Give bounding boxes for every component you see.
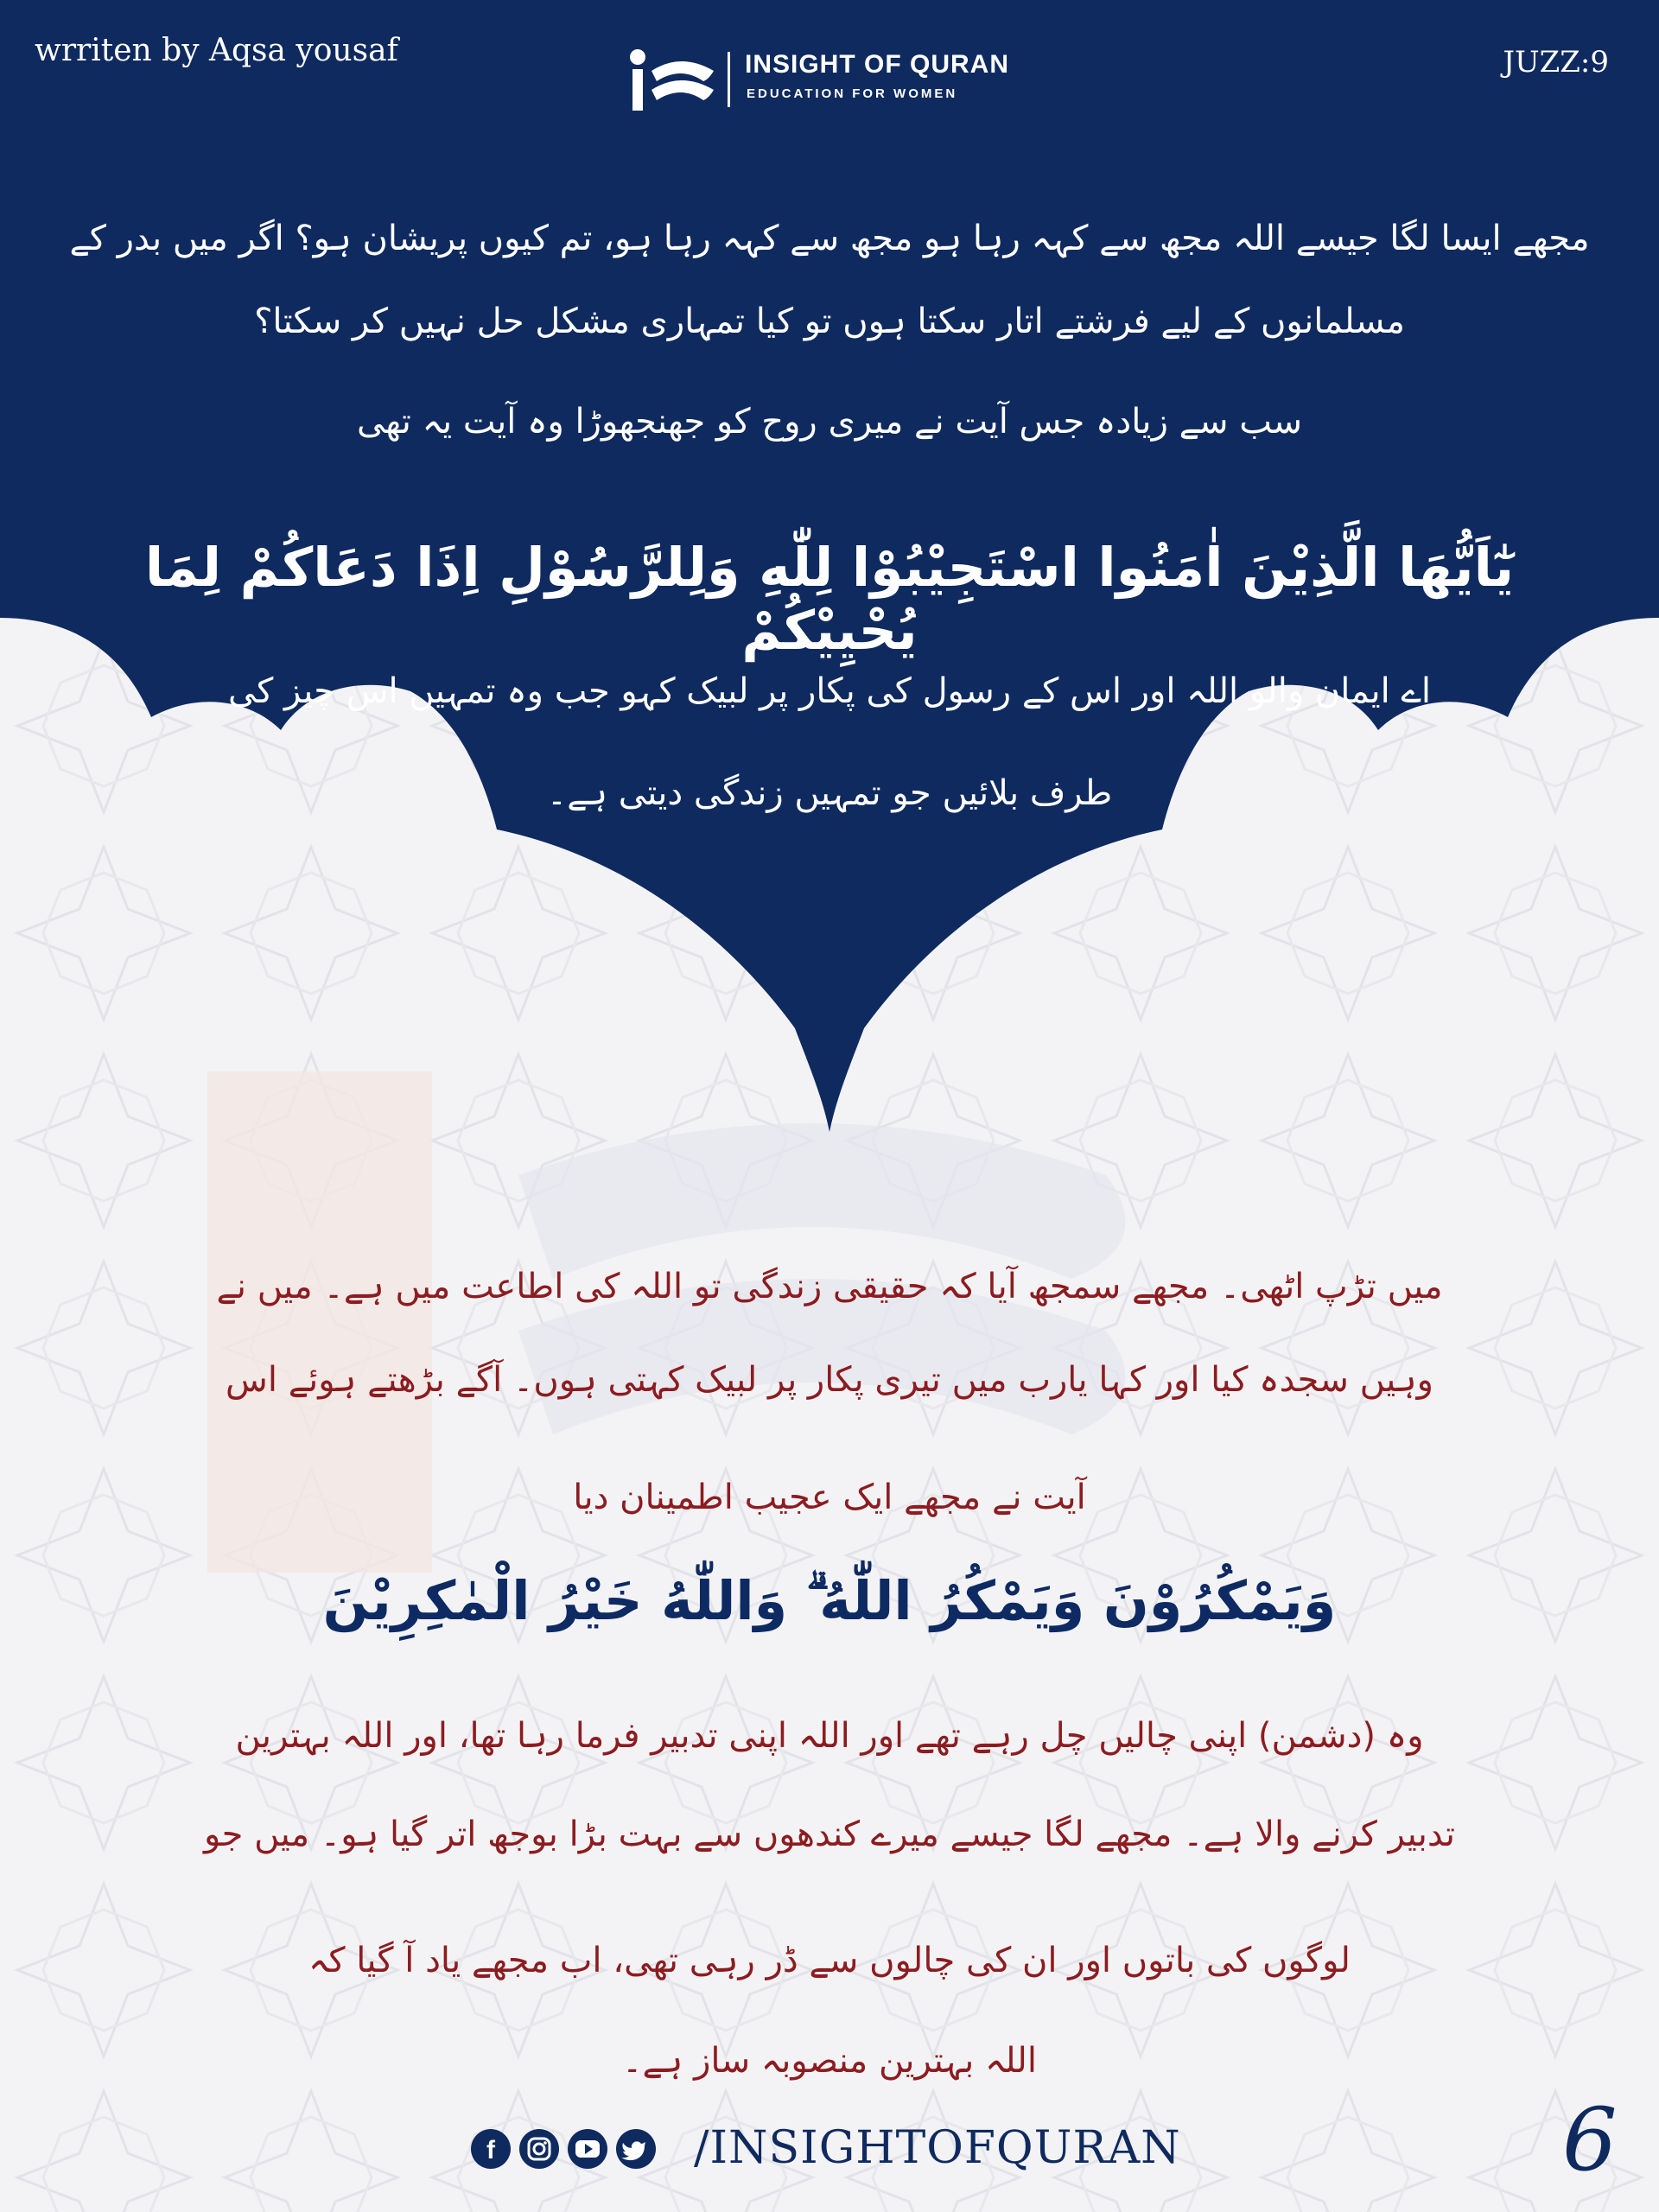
- reflection-line-4: وہ (دشمن) اپنی چالیں چل رہے تھے اور اللہ اپنی تدبیر فرما رہا تھا، اور اللہ بہترین: [235, 1716, 1424, 1756]
- juzz-label: JUZZ:9: [1503, 45, 1609, 79]
- translation-line-1: اے ایمان والو اللہ اور اس کے رسول کی پکار پر لبیک کہو جب وہ تمہیں اس چیز کی: [227, 671, 1432, 711]
- quran-ayah-2: وَيَمْكُرُوْنَ وَيَمْكُرُ اللّٰهُ ۗ وَاللّٰهُ خَيْرُ الْمٰكِرِيْنَ: [322, 1569, 1337, 1632]
- author-credit: wrriten by Aqsa yousaf: [35, 33, 398, 68]
- reflection-line-2: وہیں سجدہ کیا اور کہا یارب میں تیری پکار پر لبیک کہتی ہوں۔ آگے بڑھتے ہوئے اس: [226, 1360, 1433, 1400]
- reflection-line-5: تدبیر کرنے والا ہے۔ مجھے لگا جیسے میرے کندھوں سے بہت بڑا بوجھ اتر گیا ہو۔ میں جو: [204, 1815, 1455, 1854]
- logo-title: INSIGHT OF QURAN: [745, 50, 1009, 79]
- logo-subtitle: EDUCATION FOR WOMEN: [747, 86, 958, 101]
- intro-line-2: مسلمانوں کے لیے فرشتے اتار سکتا ہوں تو کیا تمہاری مشکل حل نہیں کر سکتا؟: [254, 302, 1405, 341]
- brand-logo: [627, 45, 1077, 114]
- social-handle[interactable]: /INSIGHTOFQURAN: [694, 2122, 1181, 2174]
- reflection-line-3: آیت نے مجھے ایک عجیب اطمینان دیا: [573, 1478, 1086, 1517]
- twitter-icon[interactable]: [616, 2129, 656, 2169]
- facebook-icon[interactable]: [471, 2129, 511, 2169]
- social-footer: [471, 2119, 1214, 2188]
- reflection-line-6: لوگوں کی باتوں اور ان کی چالوں سے ڈر رہی تھی، اب مجھے یاد آ گیا کہ: [308, 1941, 1351, 1980]
- intro-line-3: سب سے زیادہ جس آیت نے میری روح کو جھنجھوڑا وہ آیت یہ تھی: [356, 402, 1303, 442]
- youtube-icon[interactable]: [568, 2129, 607, 2169]
- logo-divider: [728, 52, 730, 107]
- translation-line-2: طرف بلائیں جو تمہیں زندگی دیتی ہے۔: [546, 773, 1113, 813]
- intro-line-1: مجھے ایسا لگا جیسے اللہ مجھ سے کہہ رہا ہو مجھ سے کہہ رہا ہو، تم کیوں پریشان ہو؟ اگر میں بدر کے: [69, 219, 1590, 258]
- quran-ayah-1: يٰٓاَيُّهَا الَّذِيْنَ اٰمَنُوا اسْتَجِيْبُوْا لِلّٰهِ وَلِلرَّسُوْلِ اِذَا دَعَاكُمْ لِمَا يُحْيِيْكُمْ: [144, 536, 1515, 662]
- svg-text:f: f: [486, 2136, 495, 2164]
- reflection-line-1: میں تڑپ اٹھی۔ مجھے سمجھ آیا کہ حقیقی زندگی تو اللہ کی اطاعت میں ہے۔ میں نے: [216, 1267, 1443, 1306]
- insight-of-quran-logo-icon: [627, 45, 722, 114]
- reflection-line-7: اللہ بہترین منصوبہ ساز ہے۔: [622, 2041, 1037, 2081]
- page-number: 6: [1562, 2089, 1618, 2190]
- instagram-icon[interactable]: [519, 2129, 559, 2169]
